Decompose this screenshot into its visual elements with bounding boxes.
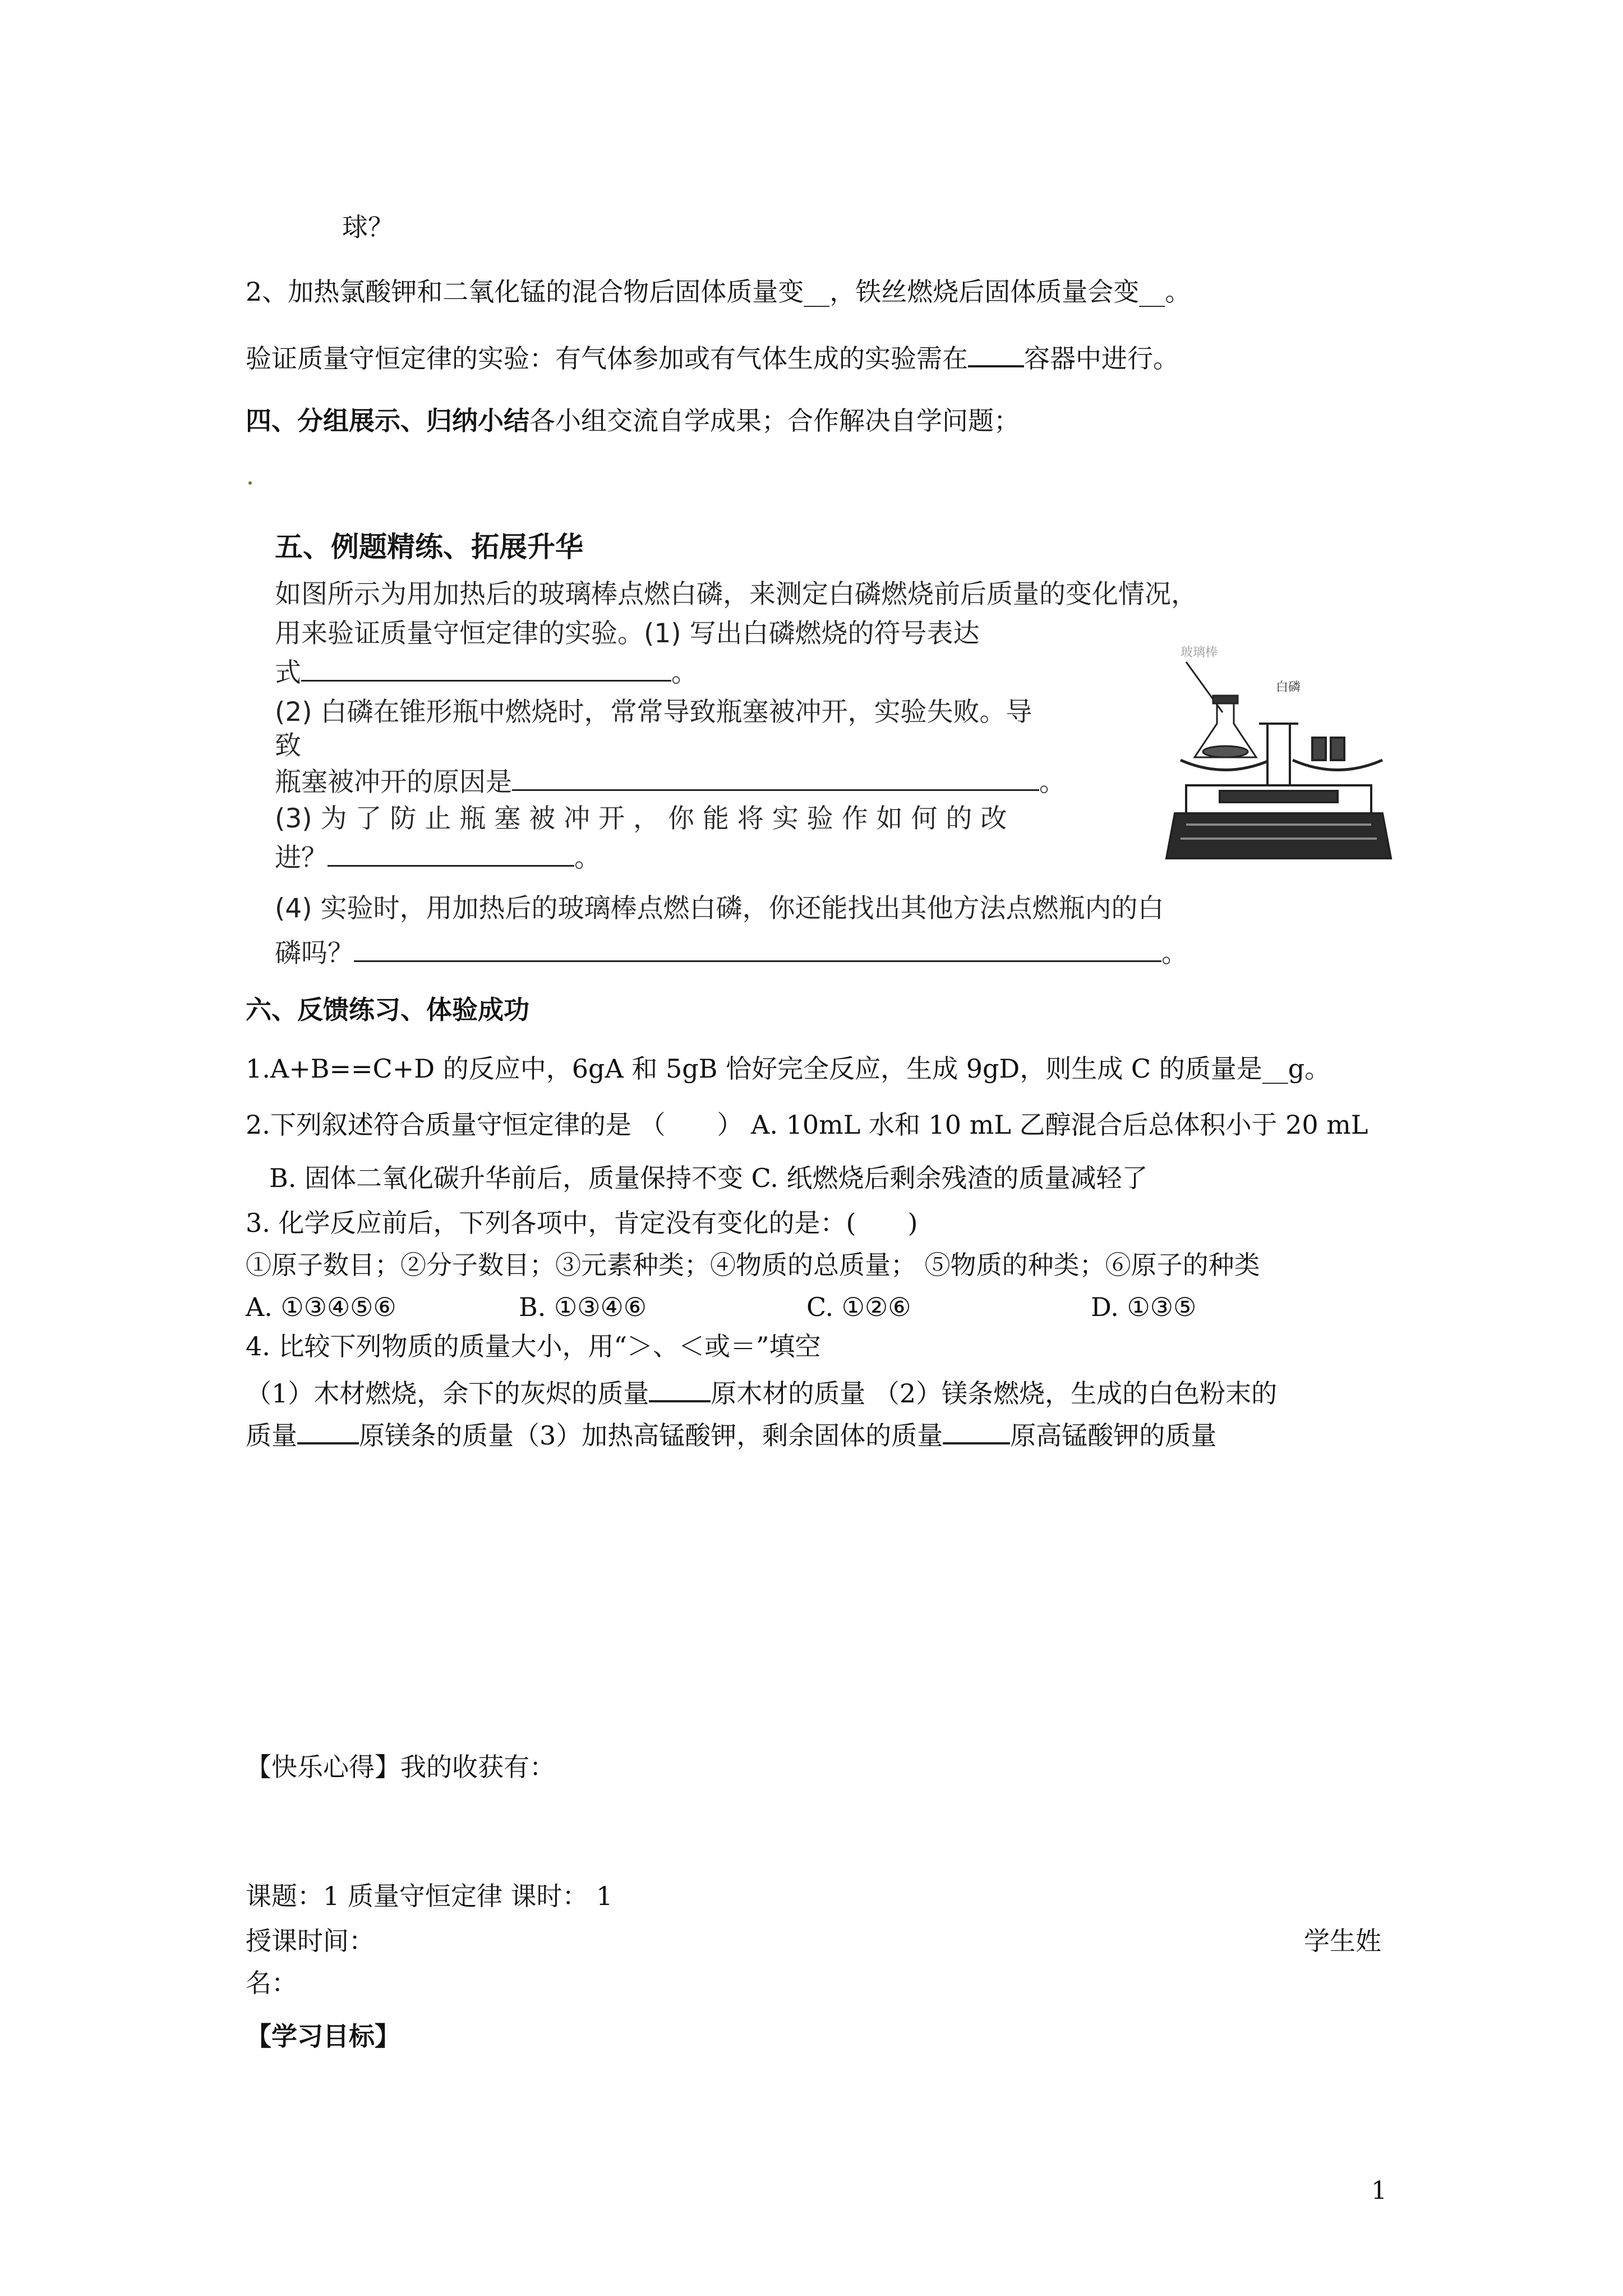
example-line-1: 如图所示为用加热后的玻璃棒点燃白磷，来测定白磷燃烧前后质量的变化情况， xyxy=(275,579,1197,610)
fill-blank[interactable] xyxy=(943,1416,1010,1444)
question-2: 2、加热氯酸钾和二氧化锰的混合物后固体质量变__，铁丝燃烧后固体质量会变__。 xyxy=(246,277,1191,307)
verify-line xyxy=(246,339,1179,375)
example-line-5: 致 xyxy=(275,730,301,761)
q4-part-4: 原镁条的质量（3）加热高锰酸钾，剩余固体的质量 xyxy=(359,1420,943,1451)
flask-icon xyxy=(1186,662,1256,757)
option-d: D. ①③⑤ xyxy=(1091,1292,1197,1322)
example-line-10 xyxy=(275,937,1188,970)
q4-part-3: 质量 xyxy=(246,1420,297,1451)
fill-blank[interactable] xyxy=(968,339,1024,367)
feedback-question-4-line-1 xyxy=(246,1374,1277,1410)
example-line-6-end: 。 xyxy=(1039,767,1066,798)
fill-blank[interactable] xyxy=(301,657,671,682)
learning-goals: 【学习目标】 xyxy=(246,2021,400,2051)
option-a: A. ①③④⑤⑥ xyxy=(246,1292,396,1322)
example-line-8 xyxy=(275,841,601,875)
fill-blank[interactable] xyxy=(297,1416,359,1444)
student-name-label-cont: 名： xyxy=(246,1968,297,1998)
fill-blank[interactable] xyxy=(328,843,574,867)
lesson-topic: 课题：1 质量守恒定律 课时： 1 xyxy=(246,1881,613,1911)
feedback-question-3: 3. 化学反应前后，下列各项中，肯定没有变化的是：( ) xyxy=(246,1208,918,1238)
example-line-8-end: 。 xyxy=(574,843,601,873)
example-line-3-text: 式 xyxy=(275,657,301,688)
option-b: B. ①③④⑥ xyxy=(519,1292,647,1322)
fill-blank[interactable] xyxy=(649,1374,711,1402)
q4-part-2: 原木材的质量 （2）镁条燃烧，生成的白色粉末的 xyxy=(711,1378,1278,1409)
happy-gains: 【快乐心得】我的收获有： xyxy=(246,1752,555,1782)
figure-label-phosphorus: 白磷 xyxy=(1276,680,1301,694)
feedback-question-1: 1.A+B==C+D 的反应中，6gA 和 5gB 恰好完全反应，生成 9gD，则生成 C 的质量是__g。 xyxy=(246,1053,1331,1084)
fill-blank[interactable] xyxy=(512,767,1039,791)
section-5-title: 五、例题精练、拓展升华 xyxy=(275,531,583,563)
lesson-time: 授课时间： xyxy=(246,1926,375,1956)
q4-part-5: 原高锰酸钾的质量 xyxy=(1010,1420,1217,1451)
example-line-8-text: 进？ xyxy=(275,843,328,873)
example-line-3 xyxy=(275,656,698,690)
example-line-10-end: 。 xyxy=(1161,938,1188,969)
verify-text: 验证质量守恒定律的实验：有气体参加或有气体生成的实验需在 xyxy=(246,343,968,374)
q4-part-1: （1）木材燃烧，余下的灰烬的质量 xyxy=(246,1378,649,1409)
feedback-question-2b: B. 固体二氧化碳升华前后，质量保持不变 C. 纸燃烧后剩余残渣的质量减轻了 xyxy=(269,1163,1148,1193)
example-line-3-end: 。 xyxy=(671,657,698,688)
example-line-6 xyxy=(275,766,1066,799)
feedback-question-3-items: ①原子数目；②分子数目；③元素种类；④物质的总质量； ⑤物质的种类；⑥原子的种类 xyxy=(246,1250,1260,1280)
feedback-question-4: 4. 比较下列物质的质量大小，用“＞、＜或＝”填空 xyxy=(246,1331,821,1361)
section-6-title: 六、反馈练习、体验成功 xyxy=(246,995,529,1025)
example-line-10-text: 磷吗？ xyxy=(275,938,354,969)
section-4 xyxy=(246,404,1020,438)
student-name-label: 学生姓 xyxy=(1304,1926,1381,1956)
figure-label-rod: 玻璃棒 xyxy=(1181,646,1218,660)
example-line-6-text: 瓶塞被冲开的原因是 xyxy=(275,767,512,798)
example-line-4: (2) 白磷在锥形瓶中燃烧时，常常导致瓶塞被冲开，实验失败。导 xyxy=(275,697,1032,728)
verify-text-end: 容器中进行。 xyxy=(1024,343,1179,374)
page-number: 1 xyxy=(1371,2177,1387,2205)
fill-blank[interactable] xyxy=(354,938,1161,962)
feedback-question-4-line-2 xyxy=(246,1416,1216,1452)
section-4-title: 四、分组展示、归纳小结 xyxy=(246,406,529,436)
balance-icon xyxy=(1166,724,1391,858)
example-line-7: (3) 为 了 防 止 瓶 塞 被 冲 开 ， 你 能 将 实 验 作 如 何 的 改 xyxy=(275,803,1007,834)
feedback-question-2a: 2.下列叙述符合质量守恒定律的是 （ ） A. 10mL 水和 10 mL 乙醇混合后总体积小于 20 mL xyxy=(246,1110,1368,1140)
question-continuation: 球？ xyxy=(342,212,394,242)
section-4-body: 各小组交流自学成果；合作解决自学问题； xyxy=(529,406,1020,436)
option-c: C. ①②⑥ xyxy=(806,1292,911,1322)
example-line-9: (4) 实验时，用加热后的玻璃棒点燃白磷，你还能找出其他方法点燃瓶内的白 xyxy=(275,893,1164,924)
stray-dot xyxy=(248,481,252,485)
example-line-2: 用来验证质量守恒定律的实验。(1) 写出白磷燃烧的符号表达 xyxy=(275,618,980,649)
balance-scale-figure xyxy=(1164,639,1394,864)
